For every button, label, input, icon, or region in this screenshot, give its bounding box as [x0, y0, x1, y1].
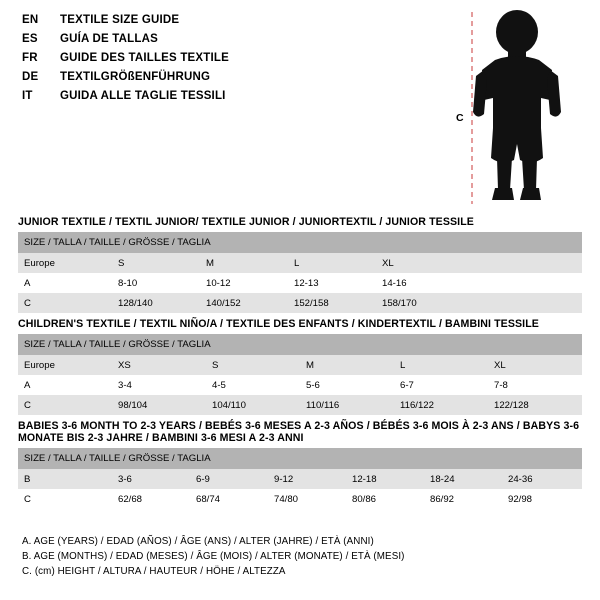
legend-note-b: B. AGE (MONTHS) / EDAD (MESES) / ÂGE (MOIS) / ALTER (MONATE) / ETÀ (MESI) — [22, 551, 405, 562]
measure-label-c: C — [456, 112, 464, 124]
cell: 80/86 — [346, 489, 424, 509]
table-row — [18, 375, 582, 395]
cell: 3-6 — [112, 469, 190, 489]
cell: S — [206, 355, 300, 375]
language-code: ES — [22, 33, 38, 45]
cell: M — [200, 253, 288, 273]
cell: 116/122 — [394, 395, 488, 415]
cell: M — [300, 355, 394, 375]
row-label: A — [18, 273, 112, 293]
table-header-label: SIZE / TALLA / TAILLE / GRÖSSE / TAGLIA — [18, 232, 582, 253]
cell: 152/158 — [288, 293, 376, 313]
cell: 12-13 — [288, 273, 376, 293]
cell: 7-8 — [488, 375, 582, 395]
silhouette-shape — [473, 10, 561, 200]
section-junior — [18, 216, 582, 313]
cell: 92/98 — [502, 489, 582, 509]
table-row — [18, 273, 582, 293]
row-label: C — [18, 395, 112, 415]
cell: 128/140 — [112, 293, 200, 313]
table-row — [18, 355, 582, 375]
cell: 10-12 — [200, 273, 288, 293]
cell: XL — [376, 253, 582, 273]
language-row — [22, 71, 442, 90]
language-title: TEXTILE SIZE GUIDE — [60, 14, 180, 26]
legend-note-a: A. AGE (YEARS) / EDAD (AÑOS) / ÂGE (ANS) / ALTER (JAHRE) / ETÀ (ANNI) — [22, 536, 374, 547]
language-row — [22, 33, 442, 52]
junior-size-table — [18, 232, 582, 313]
section-title: JUNIOR TEXTILE / TEXTIL JUNIOR/ TEXTILE JUNIOR / JUNIORTEXTIL / JUNIOR TESSILE — [18, 216, 474, 228]
language-row — [22, 14, 442, 33]
row-label: B — [18, 469, 112, 489]
cell: 104/110 — [206, 395, 300, 415]
cell: 3-4 — [112, 375, 206, 395]
cell: XS — [112, 355, 206, 375]
cell: 86/92 — [424, 489, 502, 509]
cell: 4-5 — [206, 375, 300, 395]
child-silhouette-icon — [440, 8, 590, 208]
cell: 140/152 — [200, 293, 288, 313]
language-row — [22, 90, 442, 109]
cell: L — [288, 253, 376, 273]
language-row — [22, 52, 442, 71]
table-row — [18, 395, 582, 415]
row-label: C — [18, 293, 112, 313]
cell: 8-10 — [112, 273, 200, 293]
children-size-table — [18, 334, 582, 415]
cell: 110/116 — [300, 395, 394, 415]
cell: 5-6 — [300, 375, 394, 395]
cell: 98/104 — [112, 395, 206, 415]
language-code: FR — [22, 52, 38, 64]
section-title: CHILDREN'S TEXTILE / TEXTIL NIÑO/A / TEXTILE DES ENFANTS / KINDERTEXTIL / BAMBINI TESSILE — [18, 318, 539, 330]
cell: 9-12 — [268, 469, 346, 489]
language-title: TEXTILGRÖßENFÜHRUNG — [60, 71, 211, 83]
cell: 18-24 — [424, 469, 502, 489]
cell: 6-7 — [394, 375, 488, 395]
language-title: GUIDE DES TAILLES TEXTILE — [60, 52, 229, 64]
table-header-label: SIZE / TALLA / TAILLE / GRÖSSE / TAGLIA — [18, 448, 582, 469]
cell: S — [112, 253, 200, 273]
table-header-row — [18, 232, 582, 253]
cell: 74/80 — [268, 489, 346, 509]
language-code: EN — [22, 14, 39, 26]
row-label: Europe — [18, 355, 112, 375]
table-header-label: SIZE / TALLA / TAILLE / GRÖSSE / TAGLIA — [18, 334, 582, 355]
language-title: GUÍA DE TALLAS — [60, 33, 158, 45]
section-title: BABIES 3-6 MONTH TO 2-3 YEARS / BEBÉS 3-6 MESES A 2-3 AÑOS / BÉBÉS 3-6 MOIS À 2-3 ANS / BABYS 3-6 MONATE BIS 2-3 JAHRE / BAMBINI 3-6 MESI A 2-3 ANNI — [18, 420, 580, 444]
cell: 14-16 — [376, 273, 582, 293]
babies-size-table — [18, 448, 582, 509]
cell: XL — [488, 355, 582, 375]
row-label: A — [18, 375, 112, 395]
section-children — [18, 318, 582, 415]
legend-note-c: C. (cm) HEIGHT / ALTURA / HAUTEUR / HÖHE / ALTEZZA — [22, 566, 286, 577]
cell: 12-18 — [346, 469, 424, 489]
row-label: Europe — [18, 253, 112, 273]
cell: 24-36 — [502, 469, 582, 489]
cell: 62/68 — [112, 489, 190, 509]
cell: 68/74 — [190, 489, 268, 509]
section-babies — [18, 420, 582, 509]
language-title: GUIDA ALLE TAGLIE TESSILI — [60, 90, 226, 102]
language-code: IT — [22, 90, 33, 102]
table-row — [18, 489, 582, 509]
table-header-row — [18, 448, 582, 469]
legend-notes — [22, 534, 562, 579]
cell: 122/128 — [488, 395, 582, 415]
cell: L — [394, 355, 488, 375]
table-row — [18, 469, 582, 489]
child-silhouette-figure — [440, 8, 590, 208]
table-row — [18, 293, 582, 313]
row-label: C — [18, 489, 112, 509]
table-row — [18, 253, 582, 273]
cell: 158/170 — [376, 293, 582, 313]
language-title-block — [22, 14, 442, 109]
language-code: DE — [22, 71, 39, 83]
table-header-row — [18, 334, 582, 355]
cell: 6-9 — [190, 469, 268, 489]
